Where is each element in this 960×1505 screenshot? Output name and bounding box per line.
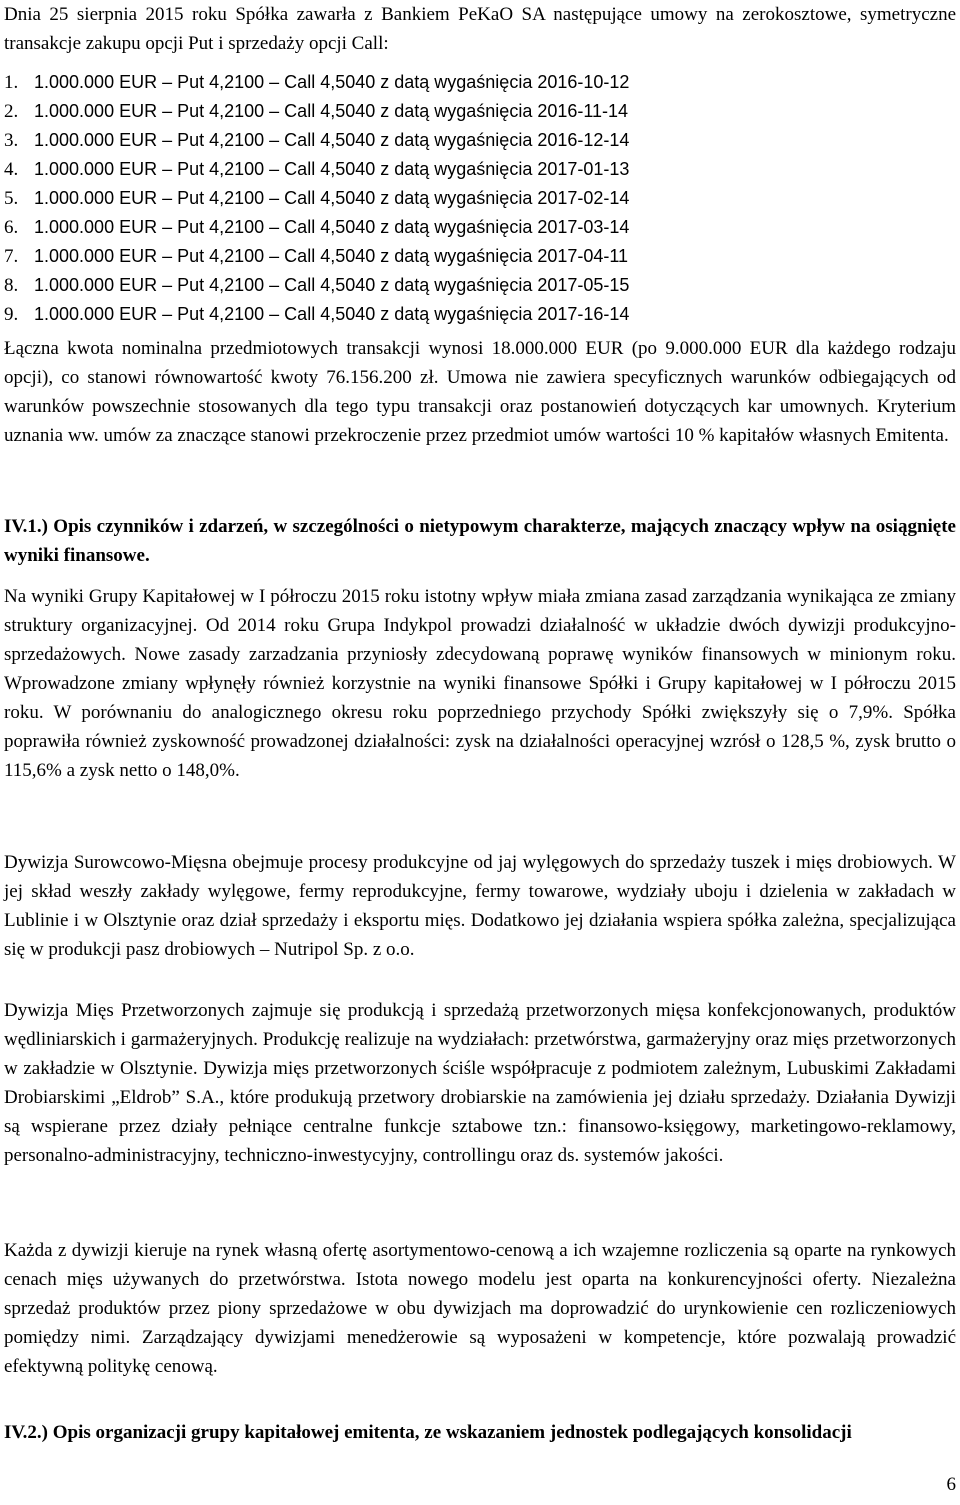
paragraph-division-pricing: Każda z dywizji kieruje na rynek własną ofertę asortymentowo-cenową a ich wzajemne rozliczenia są oparte na rynkowych cenach mięs używanych do przetwórstwa. Istota nowego modelu jest oparta na konkurencyjności oferty. Niezależna sprzedaż produktów przez piony sprzedażowe w obu dywizjach ma doprowadzić do urynkowienie cen rozliczeniowych pomiędzy nimi. Zarządzający dywizjami menedżerowie są wyposażeni w kompetencje, które pozwalają prowadzić efektywną politykę cenową. <box>4 1240 956 1377</box>
list-item <box>4 97 956 126</box>
list-item <box>4 155 956 184</box>
list-item <box>4 184 956 213</box>
list-item <box>4 68 956 97</box>
list-item <box>4 126 956 155</box>
page-number: 6 <box>946 1474 956 1495</box>
options-list <box>4 68 956 329</box>
list-item-number: 6. <box>4 217 19 238</box>
list-item-text: 1.000.000 EUR – Put 4,2100 – Call 4,5040 z datą wygaśnięcia 2016-11-14 <box>34 101 629 121</box>
list-item-number: 7. <box>4 246 19 267</box>
list-item-text: 1.000.000 EUR – Put 4,2100 – Call 4,5040 z datą wygaśnięcia 2017-05-15 <box>34 275 630 295</box>
list-item-number: 4. <box>4 159 19 180</box>
list-item-text: 1.000.000 EUR – Put 4,2100 – Call 4,5040 z datą wygaśnięcia 2016-10-12 <box>34 72 630 92</box>
list-item-number: 5. <box>4 188 19 209</box>
paragraph-division-raw-meat: Dywizja Surowcowo-Mięsna obejmuje procesy produkcyjne od jaj wylęgowych do sprzedaży tuszek i mięs drobiowych. W jej skład weszły zakłady wylęgowe, fermy reprodukcyjne, fermy towarowe, wydziały uboju i dzielenia w zakładach w Lublinie i w Olsztynie oraz dział sprzedaży i eksportu mięs. Dodatkowo jej działania wspiera spółka zależna, specjalizująca się w produkcji pasz drobiowych – Nutripol Sp. z o.o. <box>4 852 956 960</box>
paragraph-results: Na wyniki Grupy Kapitałowej w I półroczu 2015 roku istotny wpływ miała zmiana zasad zarządzania wynikająca ze zmiany struktury organizacyjnej. Od 2014 roku Grupa Indykpol prowadzi działalność w układzie dwóch dywizji produkcyjno-sprzedażowych. Nowe zasady zarzadzania przyniosły zdecydowaną poprawę wyników finansowych w minionym roku. Wprowadzone zmiany wpłynęły również korzystnie na wyniki finansowe Spółki i Grupy kapitałowej w I półroczu 2015 roku. W porównaniu do analogicznego okresu roku poprzedniego przychody Spółki zwiększyły się o 7,9%. Spółka poprawiła również zyskowność prowadzonej działalności: zysk na działalności operacyjnej wzrósł o 128,5 %, zysk brutto o 115,6% a zysk netto o 148,0%. <box>4 586 956 781</box>
list-item-text: 1.000.000 EUR – Put 4,2100 – Call 4,5040 z datą wygaśnięcia 2017-03-14 <box>34 217 630 237</box>
list-item <box>4 300 956 329</box>
section-heading-iv2: IV.2.) Opis organizacji grupy kapitałowej emitenta, ze wskazaniem jednostek podlegających konsolidacji <box>4 1422 852 1443</box>
section-heading-iv1: IV.1.) Opis czynników i zdarzeń, w szczególności o nietypowym charakterze, mających znaczący wpływ na osiągnięte wyniki finansowe. <box>4 516 956 566</box>
intro-paragraph: Dnia 25 sierpnia 2015 roku Spółka zawarła z Bankiem PeKaO SA następujące umowy na zerokosztowe, symetryczne transakcje zakupu opcji Put i sprzedaży opcji Call: <box>4 4 956 54</box>
paragraph-division-processed-meat: Dywizja Mięs Przetworzonych zajmuje się produkcją i sprzedażą przetworzonych mięsa konfekcjonowanych, produktów wędliniarskich i garmażeryjnych. Produkcję realizuje na wydziałach: przetwórstwa, garmażeryjny oraz mięs przetworzonych w zakładzie w Olsztynie. Dywizja mięs przetworzonych ściśle współpracuje z podmiotem zależnym, Lubuskimi Zakładami Drobiarskimi „Eldrob” S.A., które produkują przetwory drobiarskie na zamówienia jej działu sprzedaży. Działania Dywizji są wspierane przez działy pełniące centralne funkcje sztabowe tzn.: finansowo-księgowy, marketingowo-reklamowy, personalno-administracyjny, techniczno-inwestycyjny, controllingu oraz ds. systemów jakości. <box>4 1000 956 1166</box>
list-item-text: 1.000.000 EUR – Put 4,2100 – Call 4,5040 z datą wygaśnięcia 2017-01-13 <box>34 159 630 179</box>
list-item-number: 1. <box>4 72 19 93</box>
list-item <box>4 271 956 300</box>
list-item-number: 2. <box>4 101 19 122</box>
list-item-number: 3. <box>4 130 19 151</box>
list-item-number: 8. <box>4 275 19 296</box>
total-paragraph: Łączna kwota nominalna przedmiotowych transakcji wynosi 18.000.000 EUR (po 9.000.000 EUR dla każdego rodzaju opcji), co stanowi równowartość kwoty 76.156.200 zł. Umowa nie zawiera specyficznych warunków odbiegających od warunków powszechnie stosowanych dla tego typu transakcji oraz postanowień dotyczących kar umownych. Kryterium uznania ww. umów za znaczące stanowi przekroczenie przez przedmiot umów wartości 10 % kapitałów własnych Emitenta. <box>4 338 956 446</box>
list-item-text: 1.000.000 EUR – Put 4,2100 – Call 4,5040 z datą wygaśnięcia 2017-02-14 <box>34 188 630 208</box>
list-item-number: 9. <box>4 304 19 325</box>
list-item <box>4 213 956 242</box>
list-item-text: 1.000.000 EUR – Put 4,2100 – Call 4,5040 z datą wygaśnięcia 2016-12-14 <box>34 130 630 150</box>
list-item-text: 1.000.000 EUR – Put 4,2100 – Call 4,5040 z datą wygaśnięcia 2017-16-14 <box>34 304 630 324</box>
list-item-text: 1.000.000 EUR – Put 4,2100 – Call 4,5040 z datą wygaśnięcia 2017-04-11 <box>34 246 629 266</box>
list-item <box>4 242 956 271</box>
